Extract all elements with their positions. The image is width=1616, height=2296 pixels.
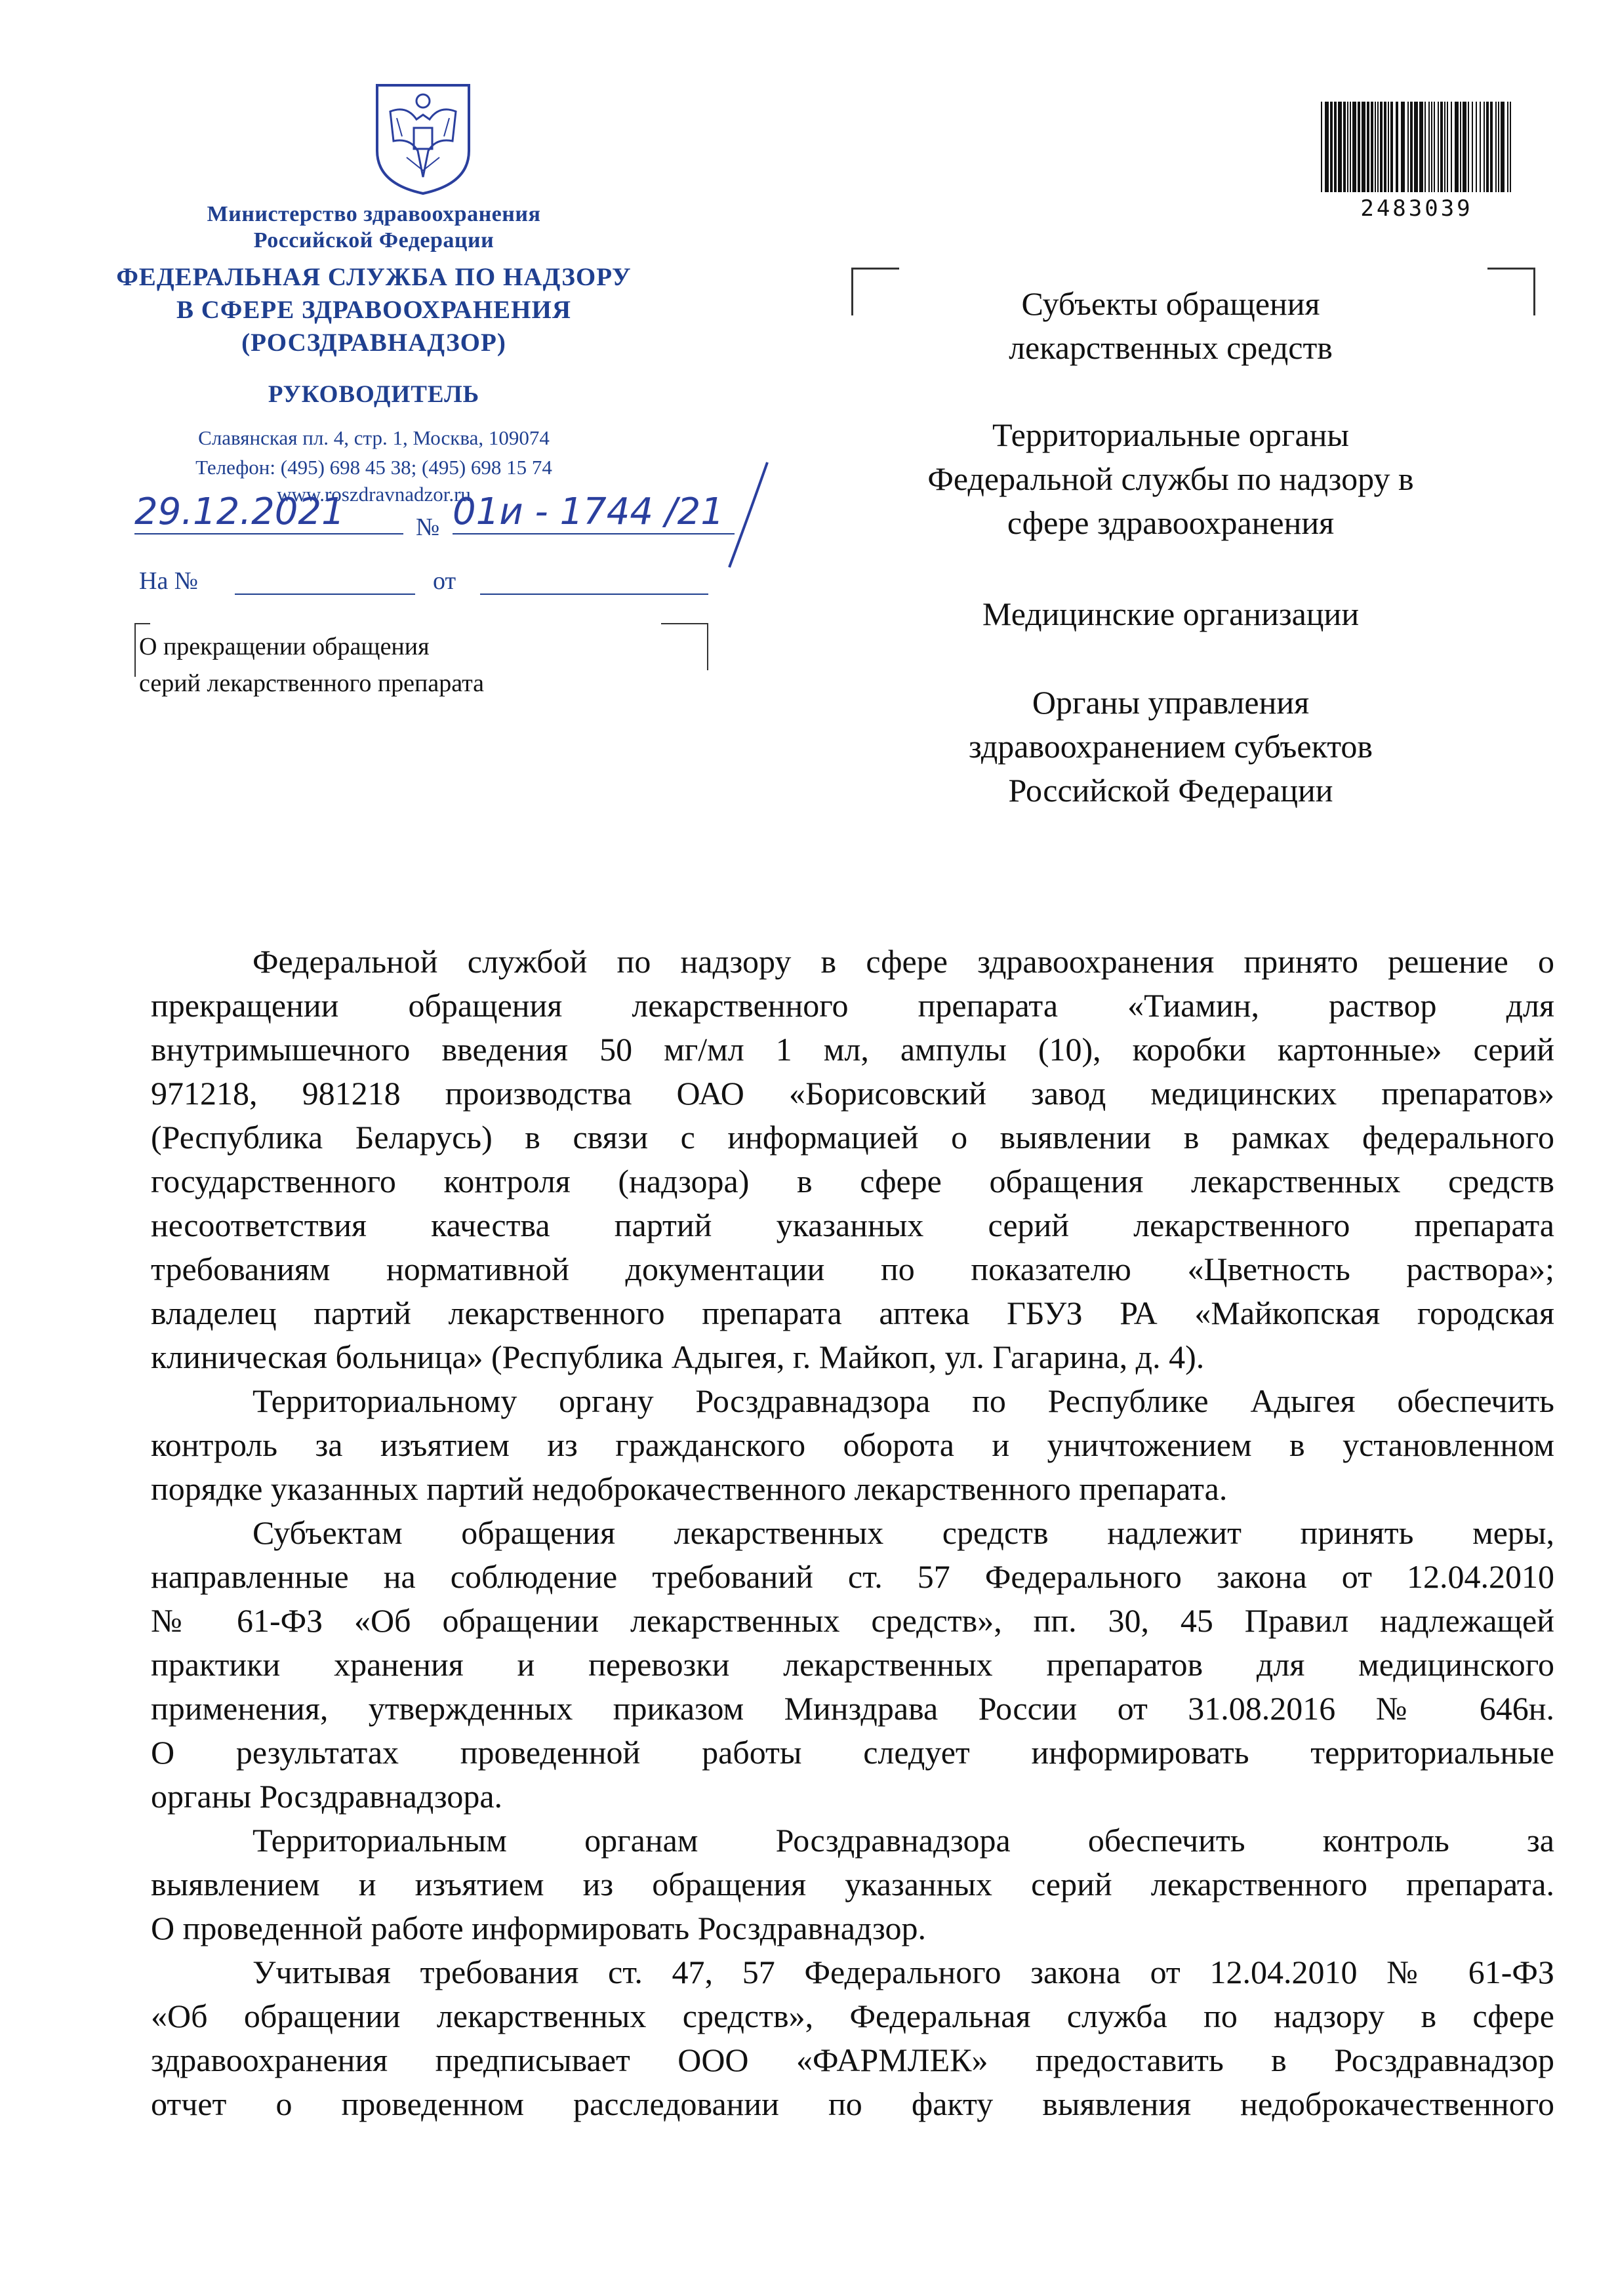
recipient-3-line-1: Медицинские организации [982, 595, 1360, 632]
barcode-bar [1367, 102, 1369, 192]
barcode-bar [1380, 102, 1383, 192]
barcode-bar [1498, 102, 1499, 192]
barcode-bar [1330, 102, 1333, 192]
na-label: На № [139, 567, 199, 595]
body-line: «Об обращении лекарственных средств», Федеральная служба по надзору в сфере [151, 1998, 1554, 2034]
barcode-bar [1444, 102, 1445, 192]
barcode-bar [1350, 102, 1351, 192]
na-field [235, 594, 415, 595]
body-line: владелец партий лекарственного препарата аптека ГБУЗ РА «Майкопская городская [151, 1295, 1554, 1331]
letter-body [151, 940, 1554, 2126]
barcode-bar [1414, 102, 1418, 192]
body-line: государственного контроля (надзора) в сфере обращения лекарственных средств [151, 1163, 1554, 1199]
barcode-bar [1468, 102, 1469, 192]
barcode-bar [1460, 102, 1461, 192]
service-line-3: (РОСЗДРАВНАДЗОР) [241, 329, 506, 357]
body-line: О проведенной работе информировать Росздравнадзор. [151, 1910, 926, 1946]
barcode-bar [1371, 102, 1373, 192]
barcode-number: 2483039 [1360, 195, 1473, 222]
barcode-bar [1334, 102, 1337, 192]
barcode-bar [1347, 102, 1348, 192]
barcode-bar [1495, 102, 1497, 192]
recipient-1-line-1: Субъекты обращения [1021, 285, 1320, 322]
barcode-bar [1388, 102, 1389, 192]
body-line: прекращении обращения лекарственного препарата «Тиамин, раствор для [151, 987, 1554, 1024]
barcode-bar [1362, 102, 1365, 192]
barcode-bar [1463, 102, 1466, 192]
body-line: несоответствия качества партий указанных серий лекарственного препарата [151, 1207, 1554, 1243]
website: www.roszdravnadzor.ru [277, 483, 471, 506]
barcode-bar [1447, 102, 1448, 192]
body-line: внутримышечного введения 50 мг/мл 1 мл, ампулы (10), коробки картонные» серий [151, 1031, 1554, 1068]
body-line: практики хранения и перевозки лекарственных препаратов для медицинского [151, 1646, 1554, 1683]
barcode-bar [1451, 102, 1452, 192]
barcode [1318, 102, 1515, 192]
barcode-bar [1424, 102, 1426, 192]
recipient-4-line-1: Органы управления [1032, 684, 1310, 721]
service-line-2: В СФЕРЕ ЗДРАВООХРАНЕНИЯ [176, 296, 572, 324]
barcode-bar [1484, 102, 1485, 192]
barcode-bar [1490, 102, 1493, 192]
recipient-1 [866, 282, 1476, 370]
barcode-bar [1407, 102, 1409, 192]
body-line: здравоохранения предписывает ООО «ФАРМЛЕК» предоставить в Росздравнадзор [151, 2042, 1554, 2078]
barcode-bar [1321, 102, 1322, 192]
body-line: (Республика Беларусь) в связи с информацией о выявлении в рамках федерального [151, 1119, 1554, 1156]
barcode-bar [1343, 102, 1346, 192]
barcode-bar [1325, 102, 1329, 192]
number-label: № [416, 514, 440, 541]
barcode-bar [1419, 102, 1423, 192]
barcode-bar [1440, 102, 1443, 192]
subject-line-1: О прекращении обращения [139, 633, 430, 660]
recipient-2-line-2: Федеральной службы по надзору в [927, 460, 1414, 497]
body-line: требованиям нормативной документации по показателю «Цветность раствора»; [151, 1251, 1554, 1287]
barcode-bar [1486, 102, 1489, 192]
barcode-bar [1501, 102, 1505, 192]
barcode-bar [1476, 102, 1477, 192]
recipient-2 [866, 413, 1476, 545]
barcode-bar [1434, 102, 1435, 192]
recipient-4-line-2: здравоохранением субъектов [968, 728, 1373, 765]
registration-date: 29.12.2021 [134, 491, 403, 534]
body-line: клиническая больница» (Республика Адыгея, г. Майкоп, ул. Гагарина, д. 4). [151, 1339, 1205, 1375]
barcode-bar [1338, 102, 1342, 192]
barcode-bar [1438, 102, 1439, 192]
body-line: № 61-ФЗ «Об обращении лекарственных средств», пп. 30, 45 Правил надлежащей [151, 1602, 1554, 1639]
address: Славянская пл. 4, стр. 1, Москва, 109074 [198, 426, 550, 449]
body-line: органы Росздравнадзора. [151, 1778, 503, 1815]
registration-number: 01и - 1744 /21 [453, 491, 735, 534]
body-line: применения, утвержденных приказом Минздрава России от 31.08.2016 № 646н. [151, 1690, 1554, 1727]
service-line-1: ФЕДЕРАЛЬНАЯ СЛУЖБА ПО НАДЗОРУ [116, 263, 632, 291]
subject-line-2: серий лекарственного препарата [139, 670, 485, 697]
barcode-bar [1510, 102, 1511, 192]
barcode-bar [1375, 102, 1376, 192]
barcode-bar [1390, 102, 1393, 192]
barcode-bar [1401, 102, 1405, 192]
ot-label: от [433, 567, 456, 595]
body-line: Территориальному органу Росздравнадзора по Республике Адыгея обеспечить [253, 1382, 1554, 1419]
coat-of-arms-icon [371, 79, 475, 197]
barcode-bar [1431, 102, 1432, 192]
body-line: Территориальным органам Росздравнадзора обеспечить контроль за [253, 1822, 1554, 1859]
barcode-bar [1358, 102, 1360, 192]
subject [139, 628, 651, 702]
barcode-bar [1428, 102, 1430, 192]
ministry-line-1: Министерство здравоохранения [207, 202, 541, 226]
head-title: РУКОВОДИТЕЛЬ [268, 381, 480, 408]
ministry-line-2: Российской Федерации [253, 228, 495, 252]
recipient-1-line-2: лекарственных средств [1009, 329, 1333, 366]
body-line: Субъектам обращения лекарственных средств надлежит принять меры, [253, 1514, 1554, 1551]
recipient-4 [866, 681, 1476, 813]
barcode-bar [1472, 102, 1473, 192]
handwritten-slash [721, 459, 774, 571]
barcode-bar [1455, 102, 1459, 192]
body-line: Федеральной службой по надзору в сфере здравоохранения принято решение о [253, 943, 1554, 980]
body-line: контроль за изъятием из гражданского оборота и уничтожением в установленном [151, 1426, 1554, 1463]
body-line: отчет о проведенном расследовании по факту выявления недоброкачественного [151, 2085, 1554, 2122]
body-line: О результатах проведенной работы следует информировать территориальные [151, 1734, 1554, 1771]
barcode-bar [1480, 102, 1481, 192]
body-line: направленные на соблюдение требований ст. 57 Федерального закона от 12.04.2010 [151, 1558, 1554, 1595]
subject-corner-right [661, 623, 708, 670]
body-line: Учитывая требования ст. 47, 57 Федерального закона от 12.04.2010 № 61-ФЗ [253, 1954, 1554, 1990]
recipient-2-line-3: сфере здравоохранения [1007, 504, 1335, 541]
barcode-bar [1410, 102, 1413, 192]
recipient-corner-right [1487, 268, 1535, 315]
recipient-2-line-1: Территориальные органы [992, 416, 1350, 453]
barcode-bar [1377, 102, 1379, 192]
barcode-bar [1507, 102, 1508, 192]
barcode-bar [1396, 102, 1398, 192]
body-line: порядке указанных партий недоброкачественного лекарственного препарата. [151, 1470, 1228, 1507]
body-line: выявлением и изъятием из обращения указанных серий лекарственного препарата. [151, 1866, 1554, 1903]
recipient-3 [866, 592, 1476, 636]
phone: Телефон: (495) 698 45 38; (495) 698 15 74 [195, 456, 552, 479]
body-line: 971218, 981218 производства ОАО «Борисовский завод медицинских препаратов» [151, 1075, 1554, 1112]
barcode-bar [1384, 102, 1386, 192]
ot-field [480, 594, 708, 595]
recipient-4-line-3: Российской Федерации [1008, 772, 1333, 809]
barcode-bar [1352, 102, 1356, 192]
